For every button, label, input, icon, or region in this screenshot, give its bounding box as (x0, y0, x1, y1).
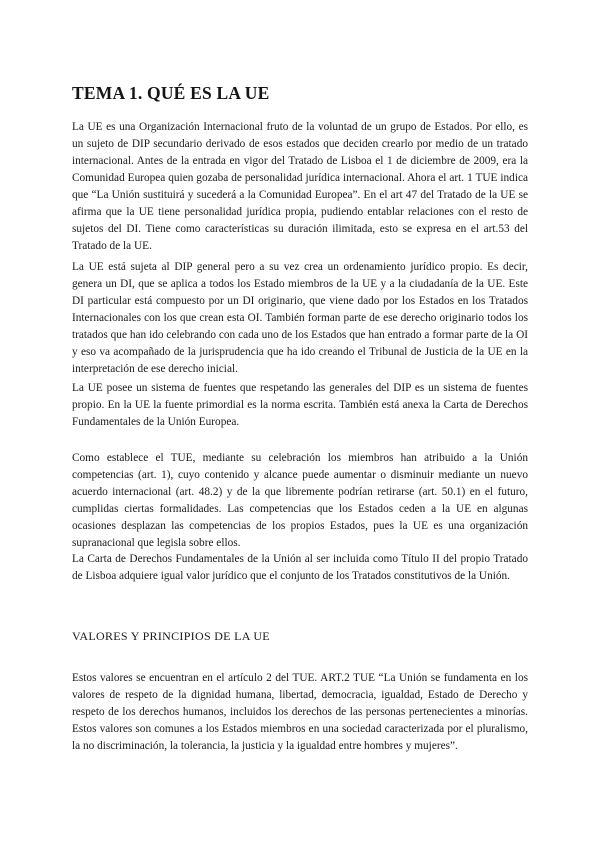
paragraph-sources: La UE posee un sistema de fuentes que respetando las generales del DIP es un sistema de fuentes propio. En la UE la fuente primordial es la norma escrita. También está anexa la Carta de Derechos Fundamentales de la Unión Europea. (72, 382, 528, 428)
section-heading-values: VALORES Y PRINCIPIOS DE LA UE (72, 629, 270, 643)
paragraph-definition: La UE es una Organización Internacional fruto de la voluntad de un grupo de Estados. Por ello, es un sujeto de DIP secundario derivado de esos estados que deciden crearlo por medio de un tratado internacional. Antes de la entrada en vigor del Tratado de Lisboa el 1 de diciembre de 2009, era la Comunidad Europea quien gozaba de personalidad jurídica internacional. Ahora el art. 1 TUE indica que “La Unión sustituirá y sucederá a la Comunidad Europea”. En el art 47 del Tratado de la UE se afirma que la UE tiene personalidad jurídica propia, pudiendo entablar relaciones con el resto de sujetos del DI. Tiene como características su duración ilimitada, esto se expresa en el art.53 del Tratado de la UE. (72, 121, 528, 252)
paragraph-values: Estos valores se encuentran en el artículo 2 del TUE. ART.2 TUE “La Unión se fundamenta en los valores de respeto de la dignidad humana, libertad, democracia, igualdad, Estado de Derecho y respeto de los derechos humanos, incluidos los derechos de las personas pertenecientes a minorías. Estos valores son comunes a los Estados miembros en una sociedad caracterizada por el pluralismo, la no discriminación, la tolerancia, la justicia y la igualdad entre hombres y mujeres”. (72, 672, 528, 752)
paragraph-charter: La Carta de Derechos Fundamentales de la Unión al ser incluida como Título II del propio Tratado de Lisboa adquiere igual valor jurídico que el conjunto de los Tratados constitutivos de la Unión. (72, 553, 528, 582)
paragraph-legal-order: La UE está sujeta al DIP general pero a su vez crea un ordenamiento jurídico propio. Es decir, genera un DI, que se aplica a todos los Estado miembros de la UE y a la ciudadanía de la UE. Este DI particular está compuesto por un DI originario, que viene dado por los Estados en los Tratados Internacionales con los que crean esta OI. También forman parte de ese derecho originario todos los tratados que han ido celebrando con cada uno de los Estados que han entrado a formar parte de la OI y eso va acompañado de la jurisprudencia que ha ido creando el Tribunal de Justicia de la UE en la interpretación de ese derecho inicial. (72, 261, 528, 375)
page-title: TEMA 1. QUÉ ES LA UE (72, 83, 270, 103)
paragraph-competences: Como establece el TUE, mediante su celebración los miembros han atribuido a la Unión competencias (art. 1), cuyo contenido y alcance puede aumentar o disminuir mediante un nuevo acuerdo internacional (art. 48.2) y de la que libremente podrían retirarse (art. 50.1) en el futuro, cumplidas ciertas formalidades. Las competencias que los Estados ceden a la UE en algunas ocasiones desplazan las competencias de los propios Estados, pues la UE es una organización supranacional que legisla sobre ellos. (72, 452, 528, 549)
